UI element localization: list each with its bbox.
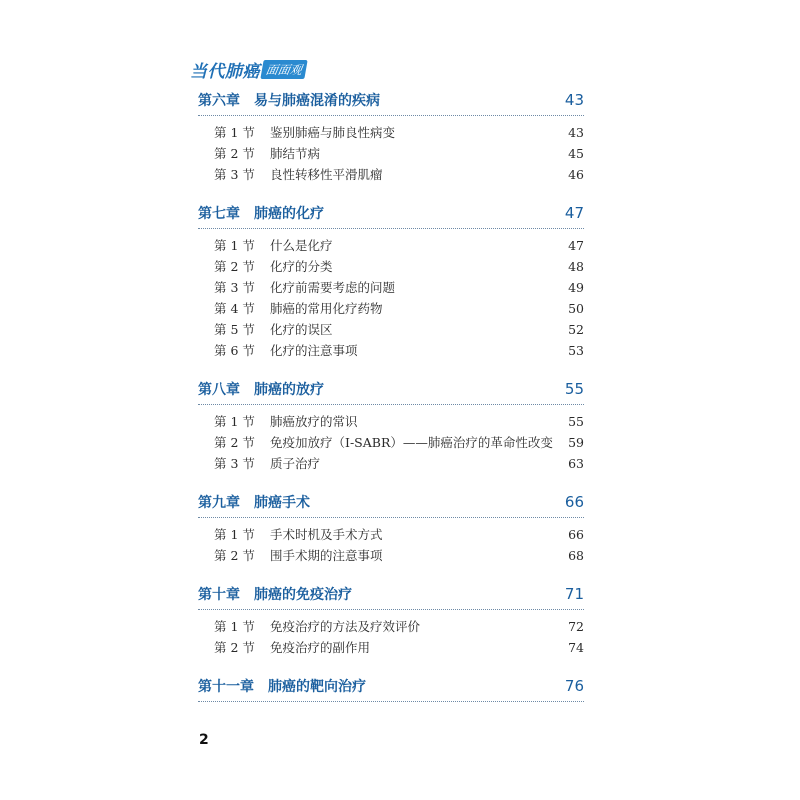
section-title: 免疫治疗的方法及疗效评价 [270, 619, 421, 634]
section-page-number: 55 [568, 414, 584, 429]
section-title: 质子治疗 [270, 456, 321, 471]
section-label [214, 432, 555, 453]
chapter-page-number: 43 [564, 91, 584, 109]
chapter-label [198, 676, 366, 696]
toc-section-row[interactable] [198, 432, 584, 453]
section-number: 第 3 节 [214, 280, 255, 295]
chapter-page-number: 66 [564, 493, 584, 511]
toc-chapter [198, 492, 584, 566]
book-title: 当代肺癌 [190, 61, 260, 82]
section-label [214, 143, 555, 164]
chapter-number: 第六章 [198, 93, 240, 109]
toc-section-row[interactable] [198, 637, 584, 658]
section-number: 第 2 节 [214, 259, 255, 274]
table-of-contents [198, 90, 584, 720]
section-label [214, 453, 555, 474]
book-subtitle-badge: 面面观 [260, 60, 307, 79]
section-number: 第 3 节 [214, 456, 255, 471]
book-header [190, 58, 306, 80]
chapter-label [198, 379, 324, 399]
section-label [214, 256, 555, 277]
toc-section-row[interactable] [198, 545, 584, 566]
section-title: 化疗前需要考虑的问题 [270, 280, 396, 295]
section-label [214, 277, 555, 298]
toc-section-row[interactable] [198, 235, 584, 256]
section-page-number: 48 [568, 259, 584, 274]
section-label [214, 545, 555, 566]
chapter-number: 第九章 [198, 495, 240, 511]
section-page-number: 47 [568, 238, 584, 253]
section-title: 化疗的误区 [270, 322, 333, 337]
toc-section-row[interactable] [198, 164, 584, 185]
section-title: 良性转移性平滑肌瘤 [270, 167, 383, 182]
section-title: 鉴别肺癌与肺良性病变 [270, 125, 396, 140]
section-page-number: 53 [568, 343, 584, 358]
section-page-number: 63 [568, 456, 584, 471]
section-number: 第 2 节 [214, 435, 255, 450]
section-label [214, 235, 555, 256]
section-label [214, 122, 555, 143]
chapter-number: 第十一章 [198, 679, 254, 695]
section-page-number: 72 [568, 619, 584, 634]
toc-chapter [198, 203, 584, 361]
section-number: 第 1 节 [214, 527, 255, 542]
section-title: 化疗的注意事项 [270, 343, 358, 358]
section-number: 第 3 节 [214, 167, 255, 182]
chapter-page-number: 76 [564, 677, 584, 695]
chapter-title: 易与肺癌混淆的疾病 [254, 93, 380, 109]
section-number: 第 4 节 [214, 301, 255, 316]
section-number: 第 2 节 [214, 146, 255, 161]
chapter-heading[interactable] [198, 492, 584, 518]
section-title: 肺癌放疗的常识 [270, 414, 358, 429]
chapter-heading[interactable] [198, 676, 584, 702]
section-page-number: 45 [568, 146, 584, 161]
toc-section-row[interactable] [198, 453, 584, 474]
toc-chapter [198, 584, 584, 658]
chapter-number: 第七章 [198, 206, 240, 222]
section-title: 围手术期的注意事项 [270, 548, 383, 563]
section-number: 第 1 节 [214, 125, 255, 140]
chapter-heading[interactable] [198, 203, 584, 229]
section-number: 第 1 节 [214, 414, 255, 429]
chapter-number: 第十章 [198, 587, 240, 603]
section-title: 肺结节病 [270, 146, 321, 161]
toc-section-row[interactable] [198, 411, 584, 432]
chapter-number: 第八章 [198, 382, 240, 398]
section-page-number: 68 [568, 548, 584, 563]
section-label [214, 319, 555, 340]
toc-chapter [198, 379, 584, 474]
section-page-number: 66 [568, 527, 584, 542]
section-title: 手术时机及手术方式 [270, 527, 383, 542]
chapter-label [198, 203, 324, 223]
chapter-title: 肺癌的靶向治疗 [268, 679, 366, 695]
section-title: 免疫治疗的副作用 [270, 640, 371, 655]
page-number: 2 [199, 732, 209, 748]
section-page-number: 49 [568, 280, 584, 295]
section-page-number: 59 [568, 435, 584, 450]
section-number: 第 2 节 [214, 548, 255, 563]
section-page-number: 52 [568, 322, 584, 337]
section-label [214, 411, 555, 432]
chapter-heading[interactable] [198, 379, 584, 405]
chapter-title: 肺癌的放疗 [254, 382, 324, 398]
chapter-label [198, 492, 310, 512]
section-page-number: 43 [568, 125, 584, 140]
section-label [214, 164, 555, 185]
section-number: 第 2 节 [214, 640, 255, 655]
section-label [214, 637, 555, 658]
chapter-page-number: 55 [564, 380, 584, 398]
toc-section-row[interactable] [198, 256, 584, 277]
section-page-number: 46 [568, 167, 584, 182]
chapter-heading[interactable] [198, 584, 584, 610]
chapter-title: 肺癌的化疗 [254, 206, 324, 222]
toc-section-row[interactable] [198, 340, 584, 361]
chapter-page-number: 47 [564, 204, 584, 222]
toc-section-row[interactable] [198, 319, 584, 340]
chapter-label [198, 584, 352, 604]
section-title: 化疗的分类 [270, 259, 333, 274]
chapter-title: 肺癌的免疫治疗 [254, 587, 352, 603]
section-title: 什么是化疗 [270, 238, 333, 253]
toc-chapter [198, 90, 584, 185]
section-page-number: 74 [568, 640, 584, 655]
chapter-heading[interactable] [198, 90, 584, 116]
section-title: 肺癌的常用化疗药物 [270, 301, 383, 316]
toc-section-row[interactable] [198, 524, 584, 545]
section-label [214, 524, 555, 545]
section-number: 第 5 节 [214, 322, 255, 337]
section-label [214, 298, 555, 319]
section-label [214, 340, 555, 361]
chapter-label [198, 90, 380, 110]
section-label [214, 616, 555, 637]
section-title: 免疫加放疗（I-SABR）——肺癌治疗的革命性改变 [270, 435, 553, 450]
toc-section-row[interactable] [198, 122, 584, 143]
section-number: 第 6 节 [214, 343, 255, 358]
toc-section-row[interactable] [198, 277, 584, 298]
toc-chapter [198, 676, 584, 702]
chapter-page-number: 71 [564, 585, 584, 603]
toc-section-row[interactable] [198, 143, 584, 164]
section-number: 第 1 节 [214, 238, 255, 253]
section-page-number: 50 [568, 301, 584, 316]
chapter-title: 肺癌手术 [254, 495, 310, 511]
toc-section-row[interactable] [198, 616, 584, 637]
section-number: 第 1 节 [214, 619, 255, 634]
toc-section-row[interactable] [198, 298, 584, 319]
